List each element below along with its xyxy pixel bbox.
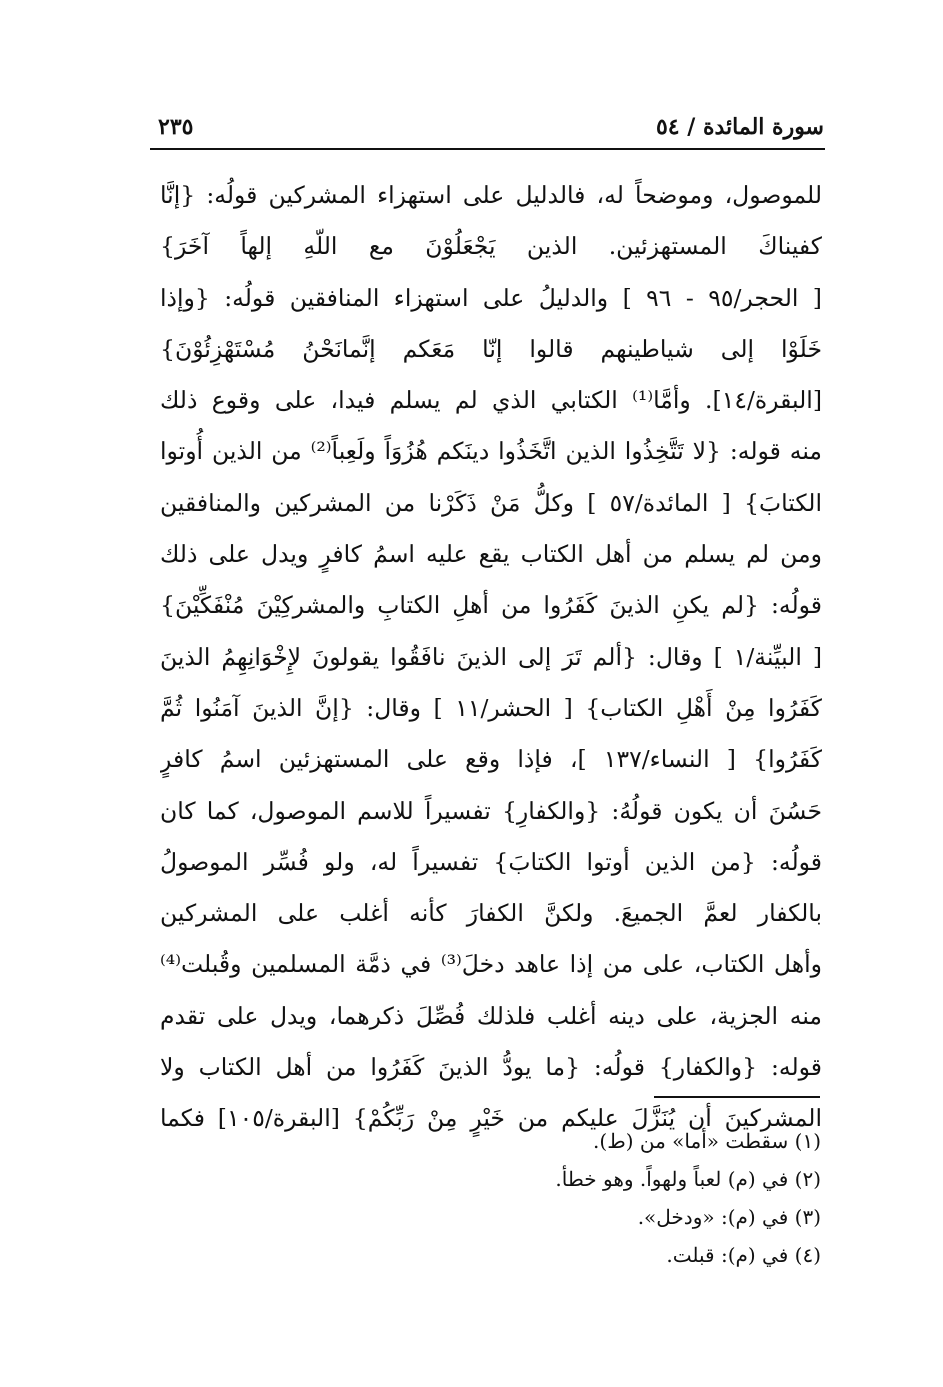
text-line: كَفَرُوا} [ النساء/١٣٧ ]، فإذا وقع على المستهزئين اسمُ كافرٍ xyxy=(160,745,822,774)
text-line: [ الحجر/٩٥ - ٩٦ ] والدليلُ على استهزاء المنافقين قولُه: {وإذا xyxy=(160,283,822,312)
text-line: [البقرة/١٤]. وأمَّا⁽¹⁾ الكتابي الذي لم يسلم فيدا، على وقوع ذلك xyxy=(160,386,822,415)
text-line: كفيناكَ المستهزئين. الذين يَجْعَلُوْنَ مع اللّهِ إلهاً آخَرَ} xyxy=(160,232,822,261)
surah-title: سورة المائدة / ٥٤ xyxy=(655,114,824,140)
footnote: (٣) في (م): «ودخل». xyxy=(637,1205,821,1229)
text-line: منه قوله: {لا تَتَّخِذُوا الذين اتَّخَذُوا دينَكم هُزُوَاً ولَعِباً⁽²⁾ من الذين أُوتوا xyxy=(160,437,822,466)
footnote: (١) سقطت «أما» من (ط). xyxy=(593,1129,821,1153)
text-line: الكتابَ} [ المائدة/٥٧ ] وكلُّ مَنْ ذَكَرْنا من المشركين والمنافقين xyxy=(160,488,822,517)
text-line: قوله: {والكفار} قولُه: {ما يودُّ الذينَ كَفَرُوا من أهل الكتاب ولا xyxy=(160,1053,822,1082)
footnote-separator xyxy=(654,1096,820,1098)
text-line: كَفَرُوا مِنْ أَهْلِ الكتاب} [ الحشر/١١ ] وقال: {إنَّ الذينَ آمَنُوا ثُمَّ xyxy=(160,693,822,722)
text-line: المشركينَ أن يُنَزَّلَ عليكم من خَيْرٍ مِنْ رَبِّكُمْ} [البقرة/١٠٥] فكما xyxy=(160,1104,822,1133)
running-header xyxy=(158,108,824,152)
footnote: (٤) في (م): قبلت. xyxy=(666,1243,821,1267)
text-line: وأهل الكتاب، على من إذا عاهد دخلَ⁽³⁾ في ذمَّة المسلمين وقُبلت⁽⁴⁾ xyxy=(160,950,822,979)
text-line: قولُه: {من الذين أوتوا الكتابَ} تفسيراً له، ولو فُسِّر الموصولُ xyxy=(160,847,822,876)
text-line: قولُه: {لم يكنِ الذينَ كَفَرُوا من أهلِ الكتابِ والمشركِيْنَ مُنْفَكِّيْنَ} xyxy=(160,591,822,620)
main-text xyxy=(160,170,822,1145)
text-line: [ البيِّنة/١ ] وقال: {ألم تَرَ إلى الذينَ نافَقُوا يقولونَ لإِخْوَانِهِمُ الذينَ xyxy=(160,642,822,671)
text-line: ومن لم يسلم من أهل الكتاب يقع عليه اسمُ كافرٍ ويدل على ذلك xyxy=(160,540,822,569)
page-number: ٢٣٥ xyxy=(158,114,194,140)
header-rule xyxy=(150,148,825,150)
text-line: خَلَوْا إلى شياطينهم قالوا إنّا مَعَكم إنَّمانَحْنُ مُسْتَهْزِئُوْنَ} xyxy=(160,334,822,363)
text-line: بالكفار لعمَّ الجميعَ. ولكنَّ الكفارَ كأنه أغلب على المشركين xyxy=(160,899,822,928)
footnote: (٢) في (م) لعباً ولهواً. وهو خطأ. xyxy=(555,1167,821,1191)
footnotes xyxy=(401,1122,821,1274)
text-line: حَسُنَ أن يكون قولُهُ: {والكفارِ} تفسيراً للاسم الموصول، كما كان xyxy=(160,796,822,825)
text-line: للموصول، وموضحاً له، فالدليل على استهزاء المشركين قولُه: {إنَّا xyxy=(160,181,822,209)
text-line: منه الجزية، على دينه أغلب فلذلك فُصِّلَ ذكرهما، ويدل على تقدم xyxy=(160,1001,822,1030)
